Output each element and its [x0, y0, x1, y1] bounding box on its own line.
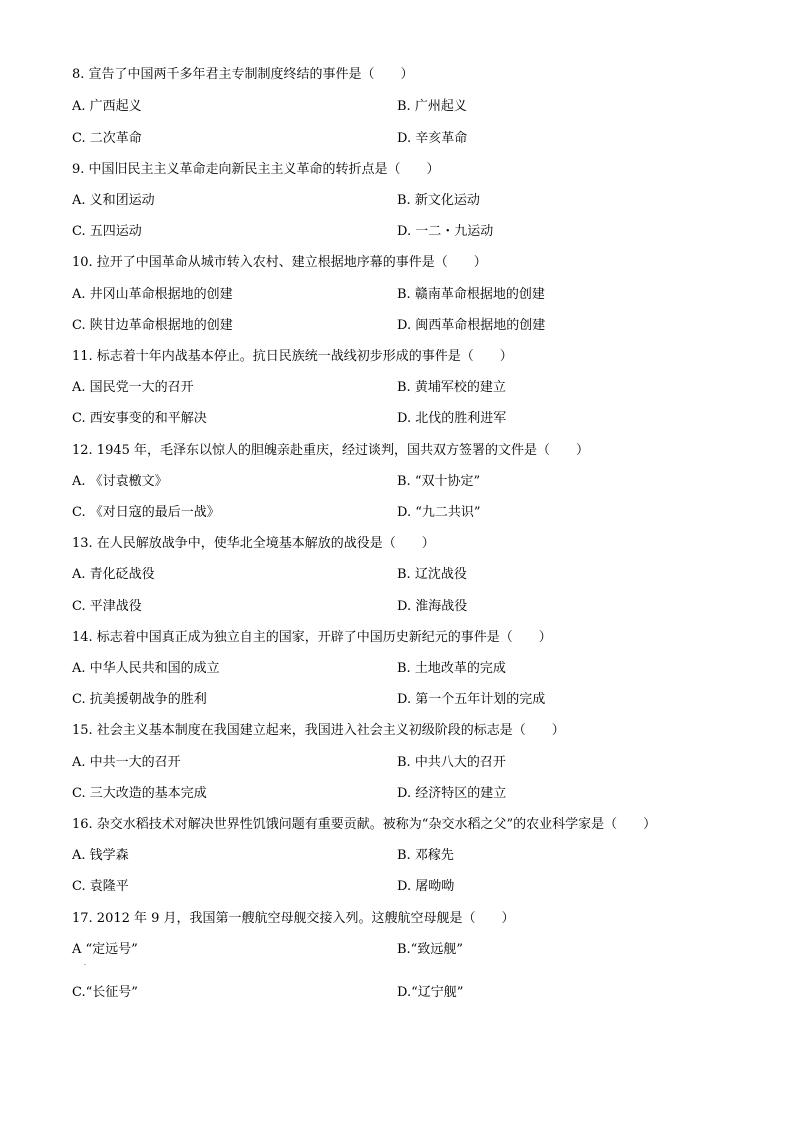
question-17-option-d: D.“辽宁舰”: [397, 985, 464, 1000]
question-10-option-d: D. 闽西革命根据地的创建: [397, 318, 546, 333]
question-10-option-c: C. 陕甘边革命根据地的创建: [72, 318, 233, 333]
stray-dot-mark: ·: [84, 962, 86, 969]
question-15-option-c: C. 三大改造的基本完成: [72, 786, 207, 801]
question-8-stem: 8. 宣告了中国两千多年君主专制制度终结的事件是（ ）: [72, 67, 414, 82]
question-16-stem: 16. 杂交水稻技术对解决世界性饥饿问题有重要贡献。被称为“杂交水稻之父”的农业科学家是（ ）: [72, 817, 657, 832]
question-16-option-a: A. 钱学森: [72, 848, 129, 863]
question-9-option-b: B. 新文化运动: [397, 193, 480, 208]
question-8-option-c: C. 二次革命: [72, 131, 142, 146]
question-12-option-c: C. 《对日寇的最后一战》: [72, 505, 220, 520]
question-10-option-a: A. 井冈山革命根据地的创建: [72, 287, 233, 302]
question-9-stem: 9. 中国旧民主主义革命走向新民主主义革命的转折点是（ ）: [72, 162, 440, 177]
question-14-option-a: A. 中华人民共和国的成立: [72, 661, 220, 676]
question-17-option-c: C.“长征号”: [72, 985, 138, 1000]
question-13-stem: 13. 在人民解放战争中，使华北全境基本解放的战役是（ ）: [72, 536, 435, 551]
question-16-option-c: C. 袁隆平: [72, 879, 129, 894]
question-11-option-d: D. 北伐的胜利进军: [397, 411, 507, 426]
question-15-option-a: A. 中共一大的召开: [72, 755, 181, 770]
question-12-option-a: A. 《讨袁檄文》: [72, 474, 168, 489]
question-13-option-b: B. 辽沈战役: [397, 567, 467, 582]
question-11-option-a: A. 国民党一大的召开: [72, 380, 194, 395]
question-8-option-b: B. 广州起义: [397, 99, 467, 114]
question-14-option-c: C. 抗美援朝战争的胜利: [72, 692, 207, 707]
question-16-option-b: B. 邓稼先: [397, 848, 454, 863]
question-13-option-a: A. 青化砭战役: [72, 567, 155, 582]
question-14-stem: 14. 标志着中国真正成为独立自主的国家，开辟了中国历史新纪元的事件是（ ）: [72, 630, 552, 645]
question-17-option-b: B.“致远舰”: [397, 942, 463, 957]
question-10-stem: 10. 拉开了中国革命从城市转入农村、建立根据地序幕的事件是（ ）: [72, 255, 487, 270]
question-12-option-b: B. “双十协定”: [397, 474, 481, 489]
question-11-option-c: C. 西安事变的和平解决: [72, 411, 207, 426]
question-8-option-d: D. 辛亥革命: [397, 131, 468, 146]
question-16-option-d: D. 屠呦呦: [397, 879, 455, 894]
question-12-stem: 12. 1945 年，毛泽东以惊人的胆魄亲赴重庆，经过谈判，国共双方签署的文件是（ ）: [72, 443, 590, 458]
question-9-option-c: C. 五四运动: [72, 224, 142, 239]
question-15-option-d: D. 经济特区的建立: [397, 786, 507, 801]
question-11-stem: 11. 标志着十年内战基本停止。抗日民族统一战线初步形成的事件是（ ）: [72, 349, 513, 364]
question-9-option-a: A. 义和团运动: [72, 193, 155, 208]
question-11-option-b: B. 黄埔军校的建立: [397, 380, 506, 395]
question-10-option-b: B. 赣南革命根据地的创建: [397, 287, 545, 302]
question-13-option-c: C. 平津战役: [72, 599, 142, 614]
question-15-stem: 15. 社会主义基本制度在我国建立起来，我国进入社会主义初级阶段的标志是（ ）: [72, 723, 565, 738]
question-14-option-b: B. 土地改革的完成: [397, 661, 506, 676]
question-14-option-d: D. 第一个五年计划的完成: [397, 692, 546, 707]
question-13-option-d: D. 淮海战役: [397, 599, 468, 614]
question-8-option-a: A. 广西起义: [72, 99, 142, 114]
question-15-option-b: B. 中共八大的召开: [397, 755, 506, 770]
question-9-option-d: D. 一二・九运动: [397, 224, 494, 239]
question-12-option-d: D. “九二共识”: [397, 505, 481, 520]
question-17-stem: 17. 2012 年 9 月，我国第一艘航空母舰交接入列。这艘航空母舰是（ ）: [72, 911, 515, 926]
question-17-option-a: A “定远号”: [72, 942, 138, 957]
